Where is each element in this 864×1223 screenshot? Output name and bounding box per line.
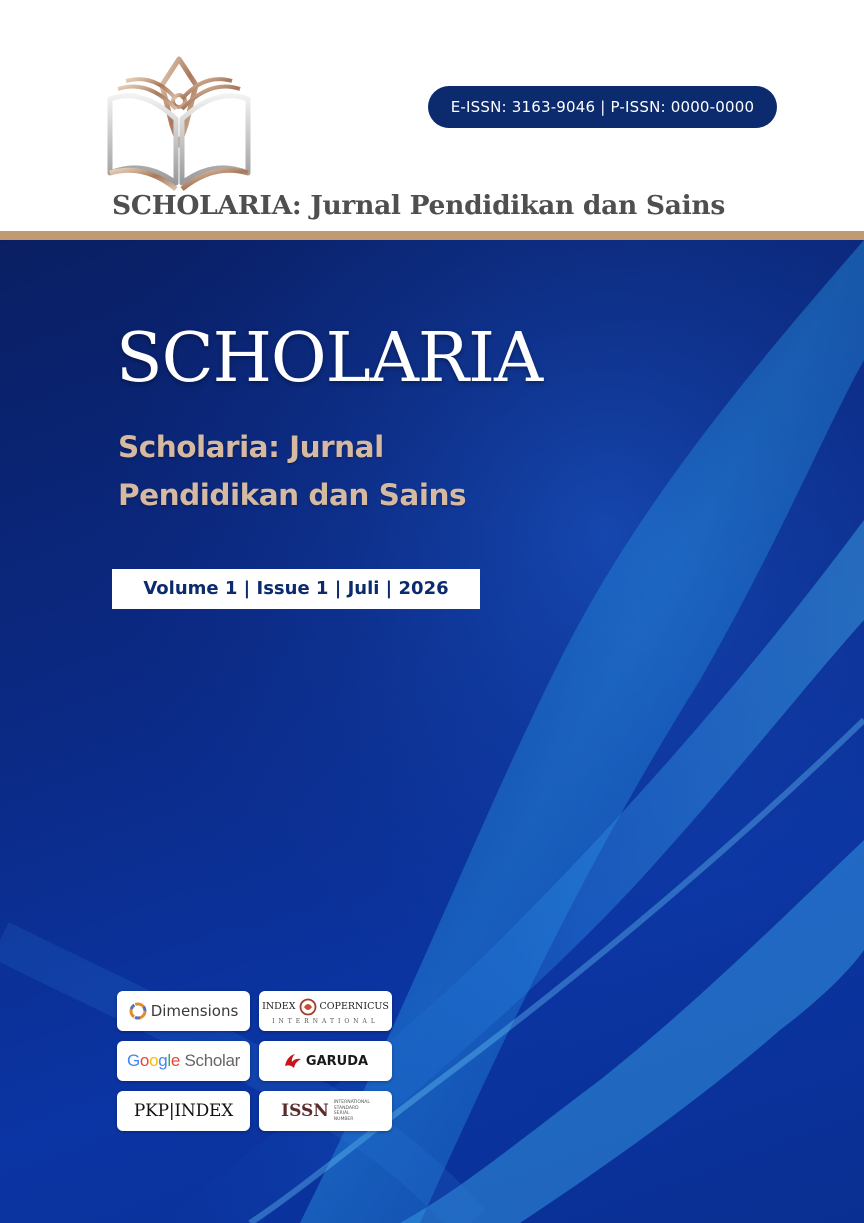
volume-info: Volume 1 | Issue 1 | Juli | 2026 <box>112 569 480 609</box>
dimensions-badge <box>117 991 250 1031</box>
dimensions-icon <box>129 1002 147 1020</box>
garuda-icon <box>283 1052 303 1070</box>
issn-badge: E-ISSN: 3163-9046 | P-ISSN: 0000-0000 <box>428 86 777 128</box>
journal-title: SCHOLARIA: Jurnal Pendidikan dan Sains <box>112 190 725 221</box>
garuda-label: GARUDA <box>305 1053 369 1069</box>
copernicus-icon <box>299 998 317 1016</box>
google-scholar-label: Google Scholar <box>126 1051 240 1070</box>
cover-title: SCHOLARIA <box>116 319 543 398</box>
header-divider <box>0 231 864 240</box>
subtitle-line-2: Pendidikan dan Sains <box>118 478 467 512</box>
copernicus-name-label: COPERNICUS <box>319 1001 389 1012</box>
dimensions-label: Dimensions <box>150 1002 239 1020</box>
garuda-badge <box>259 1041 392 1081</box>
book-pen-logo-icon <box>104 55 254 195</box>
copernicus-badge <box>259 991 392 1031</box>
issn-mark-label: ISSN <box>281 1101 329 1121</box>
header <box>0 0 864 232</box>
cover-subtitle <box>118 423 638 519</box>
pkp-index-label: PKP|INDEX <box>133 1101 234 1121</box>
copernicus-index-label: INDEX <box>262 1001 296 1012</box>
google-scholar-badge <box>117 1041 250 1081</box>
issn-portal-badge <box>259 1091 392 1131</box>
issn-description: INTERNATIONAL STANDARD SERIAL NUMBER <box>333 1100 370 1122</box>
subtitle-line-1: Scholaria: Jurnal <box>118 430 384 464</box>
pkp-index-badge <box>117 1091 250 1131</box>
copernicus-international-label: INTERNATIONAL <box>272 1017 379 1025</box>
